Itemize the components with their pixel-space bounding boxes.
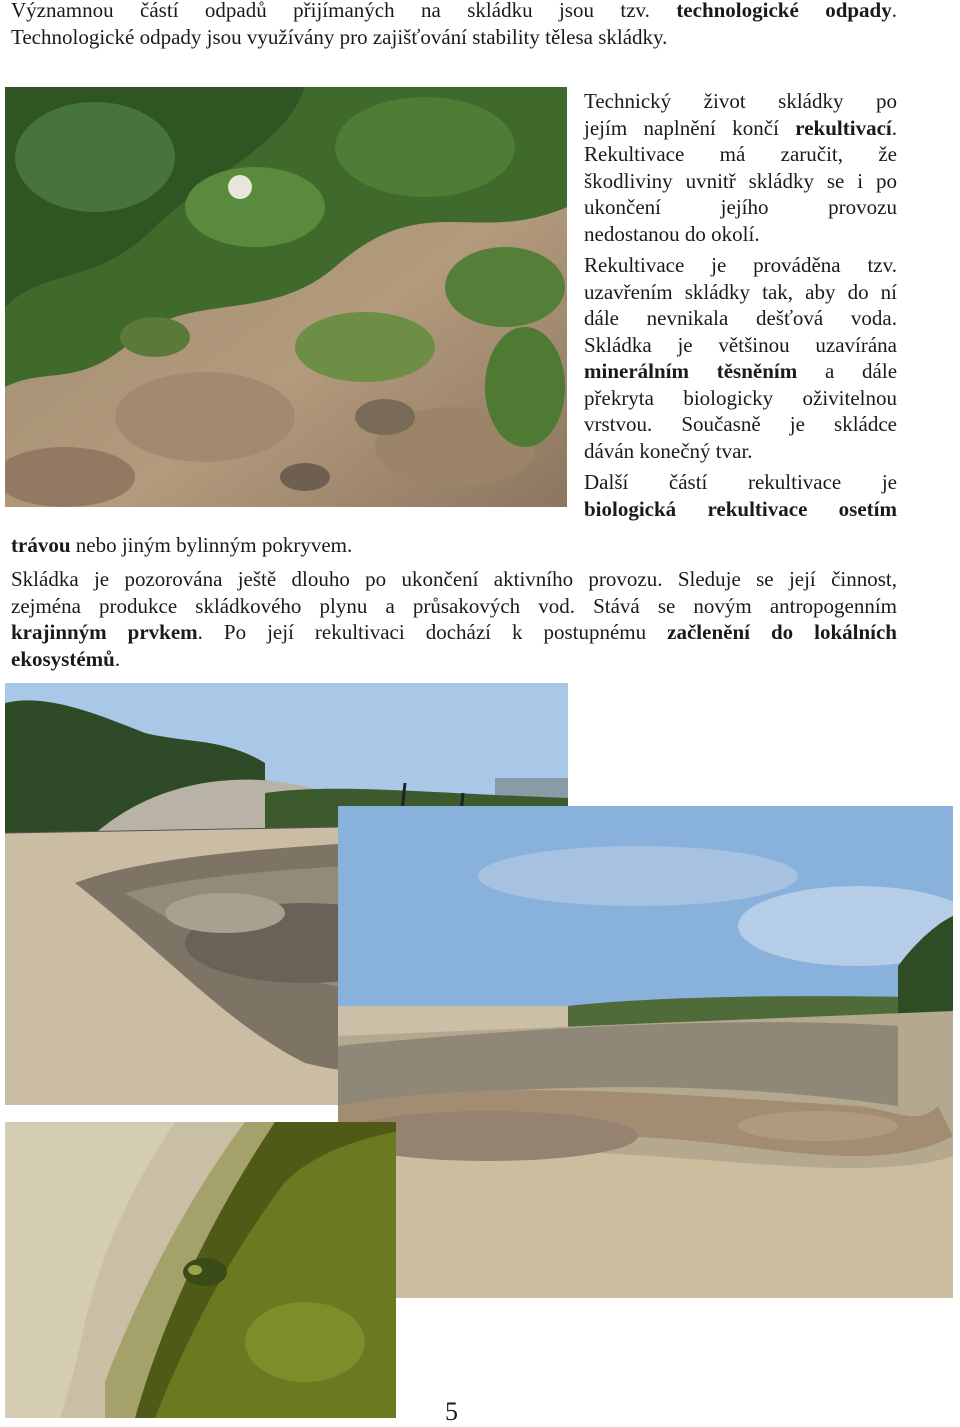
ecosystems-term: ekosystémů (11, 646, 115, 671)
integration-term: začlenění do lokálních (667, 620, 897, 644)
biological-recultivation-term: biologická rekultivace osetím (584, 496, 897, 521)
monitoring-paragraph: Skládka je pozorována ještě dlouho po ukončení aktivního provozu. Sleduje se její činnost, zejména produkce skládkového plynu a průsakových vod. Stává se novým antropogenním krajinným prvkem. Po její rekultivaci dochází k postupnému začlenění do lokálních ekosystémů. (11, 567, 897, 671)
intro-paragraph (11, 0, 897, 50)
rekultivaci-term: rekultivací (795, 115, 892, 140)
mineral-sealing-term: minerálním těsněním (584, 359, 798, 383)
landscape-element-term: krajinným prvkem (11, 620, 198, 644)
intro-line-1: Významnou částí odpadů přijímaných na skládku jsou tzv. technologické odpady. (11, 0, 897, 22)
page-number: 5 (445, 1397, 458, 1426)
pond-frog-photo (5, 1122, 396, 1418)
continued-line: trávou nebo jiným bylinným pokryvem. (11, 533, 353, 557)
recultivated-landfill-photo (338, 806, 953, 1298)
vegetation-slope-photo (5, 87, 567, 507)
rekultivace-column: Technický život skládky po jejím naplnění končí rekultivací. Rekultivace má zaručit, že škodliviny uvnitř skládky se i po ukončení jejího provozu nedostanou do okolí. Rekultivace je prováděna tzv. uzavřením skládky tak, aby do ní dále nevnikala dešťová voda. Skládka je většinou uzavírána minerálním těsněním a dále překryta biologicky oživitelnou vrstvou. Současně je skládce dáván konečný tvar. Další částí rekultivace je biologická rekultivace osetím (584, 89, 898, 521)
technological-waste-term: technologické odpady (676, 0, 892, 22)
intro-line-2: Technologické odpady jsou využívány pro zajišťování stability tělesa skládky. (11, 24, 668, 49)
grass-term: trávou (11, 533, 71, 557)
